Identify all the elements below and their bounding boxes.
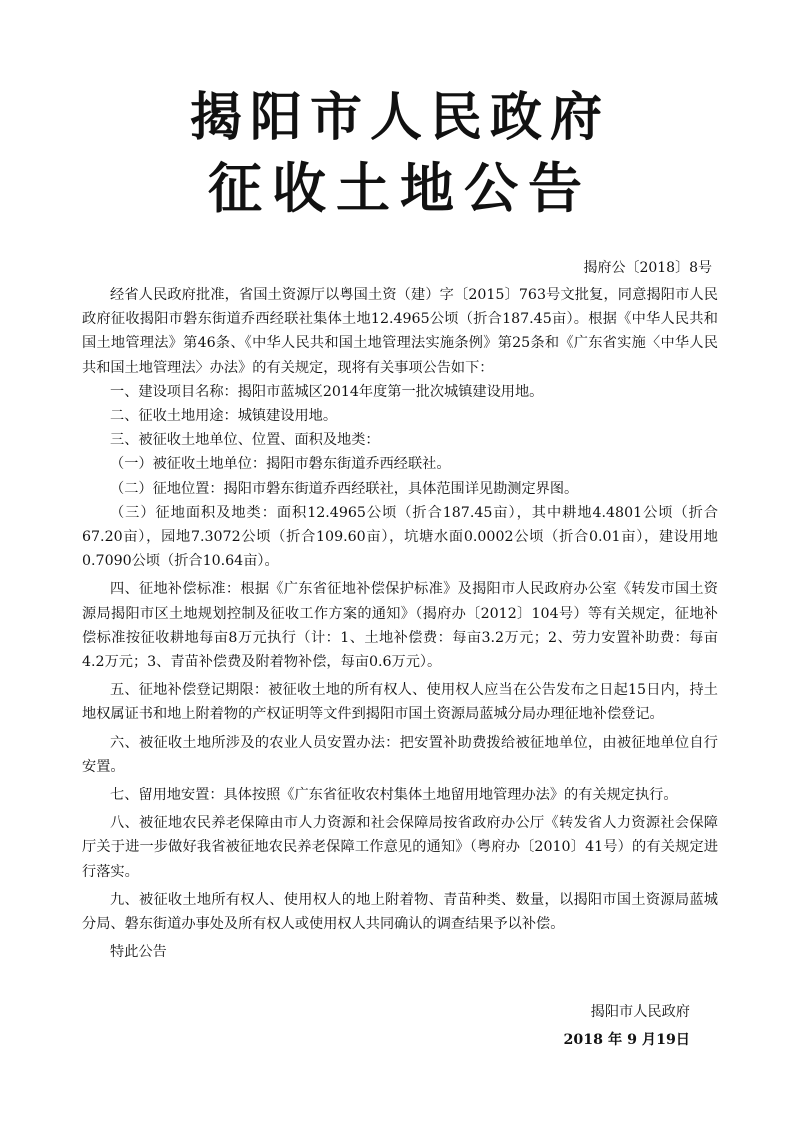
paragraph-intro: 经省人民政府批准，省国土资源厅以粤国土资（建）字〔2015〕763号文批复，同意揭阳市人民政府征收揭阳市磐东街道乔西经联社集体土地12.4965公顷（折合187.45亩）。根据《中华人民共和国土地管理法》第46条、《中华人民共和国土地管理法实施条例》第25条和《广东省实施〈中华人民共和国土地管理法〉办法》的有关规定，现将有关事项公告如下： xyxy=(82,287,718,376)
paragraph-item-7: 七、留用地安置：具体按照《广东省征收农村集体土地留用地管理办法》的有关规定执行。 xyxy=(110,787,678,804)
paragraph-item-1: 一、建设项目名称：揭阳市蓝城区2014年度第一批次城镇建设用地。 xyxy=(110,383,544,400)
paragraph-item-3: 三、被征收土地单位、位置、面积及地类： xyxy=(110,432,380,449)
issue-date: 2018 年 9 月19日 xyxy=(563,1032,690,1048)
paragraph-item-3-2: （二）征地位置：揭阳市磐东街道乔西经联社，具体范围详见勘测定界图。 xyxy=(110,480,579,497)
paragraph-item-2: 二、征收土地用途：城镇建设用地。 xyxy=(110,408,338,425)
paragraph-item-9: 九、被征收土地所有权人、使用权人的地上附着物、青苗种类、数量，以揭阳市国土资源局蓝城分局、磐东街道办事处及所有权人或使用权人共同确认的调查结果予以补偿。 xyxy=(82,891,718,933)
paragraph-item-8: 八、被征地农民养老保障由市人力资源和社会保障局按省政府办公厅《转发省人力资源社会保障厅关于进一步做好我省被征地农民养老保障工作意见的通知》（粤府办〔2010〕41号）的有关规定进行落实。 xyxy=(82,815,718,880)
paragraph-item-3-3: （三）征地面积及地类：面积12.4965公顷（折合187.45亩），其中耕地4.4801公顷（折合67.20亩），园地7.3072公顷（折合109.60亩），坑塘水面0.0002公顷（折合0.01亩），建设用地0.7090公顷（折合10.64亩）。 xyxy=(82,504,718,570)
page-title-line1: 揭阳市人民政府 xyxy=(189,87,610,148)
page-title-line2: 征收土地公告 xyxy=(208,156,592,220)
document-number: 揭府公〔2018〕8号 xyxy=(583,260,712,276)
issuer-name: 揭阳市人民政府 xyxy=(590,1004,690,1020)
paragraph-item-4: 四、征地补偿标准：根据《广东省征地补偿保护标准》及揭阳市人民政府办公室《转发市国土资源局揭阳市区土地规划控制及征收工作方案的通知》（揭府办〔2012〕104号）等有关规定，征地补偿标准按征收耕地每亩8万元执行（计：1、土地补偿费：每亩3.2万元；2、劳力安置补助费：每亩4.2万元；3、青苗补偿费及附着物补偿，每亩0.6万元）。 xyxy=(82,581,718,671)
announcement-body xyxy=(82,283,718,964)
paragraph-item-3-1: （一）被征收土地单位：揭阳市磐东街道乔西经联社。 xyxy=(110,456,451,473)
paragraph-closing: 特此公告 xyxy=(110,944,167,961)
paragraph-item-6: 六、被征收土地所涉及的农业人员安置办法：把安置补助费拨给被征地单位，由被征地单位自行安置。 xyxy=(82,734,718,775)
paragraph-item-5: 五、征地补偿登记期限：被征收土地的所有权人、使用权人应当在公告发布之日起15日内，持土地权属证书和地上附着物的产权证明等文件到揭阳市国土资源局蓝城分局办理征地补偿登记。 xyxy=(82,682,718,723)
